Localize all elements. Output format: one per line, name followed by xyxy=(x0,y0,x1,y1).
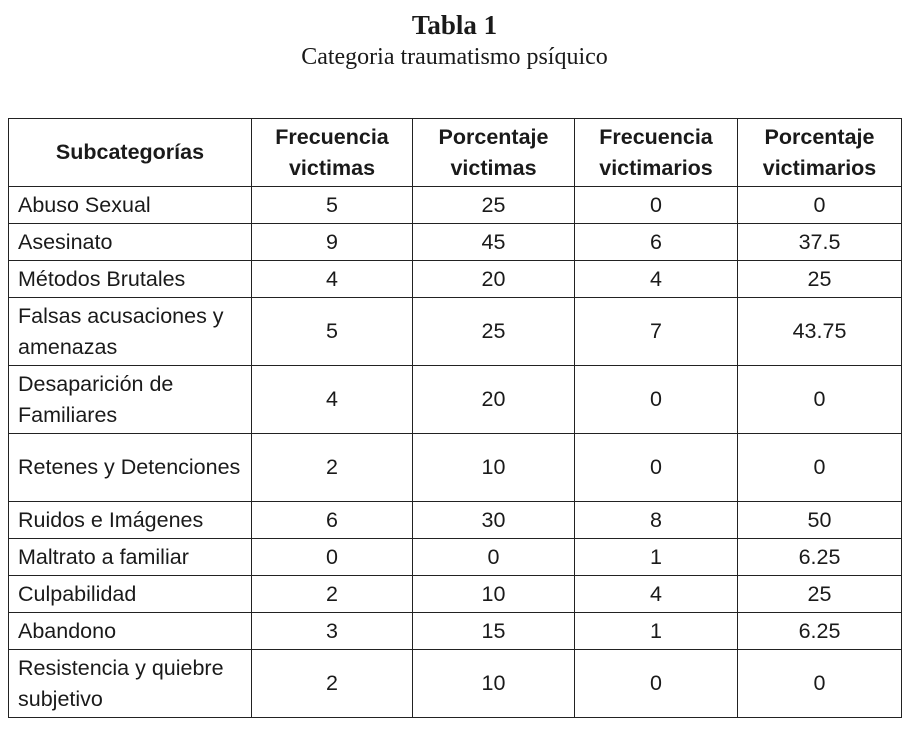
header-frecuencia-victimas: Frecuencia victimas xyxy=(252,119,413,187)
table-row xyxy=(9,502,902,539)
data-table xyxy=(8,118,902,718)
cell-porcentaje-victimas: 45 xyxy=(413,224,575,261)
cell-frecuencia-victimas: 6 xyxy=(252,502,413,539)
cell-frecuencia-victimas: 4 xyxy=(252,366,413,434)
cell-porcentaje-victimarios: 25 xyxy=(738,576,902,613)
cell-frecuencia-victimarios: 0 xyxy=(575,650,738,718)
cell-frecuencia-victimarios: 6 xyxy=(575,224,738,261)
cell-porcentaje-victimarios: 25 xyxy=(738,261,902,298)
cell-subcategory: Abandono xyxy=(9,613,252,650)
cell-porcentaje-victimas: 10 xyxy=(413,650,575,718)
cell-frecuencia-victimarios: 4 xyxy=(575,261,738,298)
cell-porcentaje-victimarios: 0 xyxy=(738,650,902,718)
cell-porcentaje-victimas: 10 xyxy=(413,576,575,613)
cell-frecuencia-victimas: 0 xyxy=(252,539,413,576)
cell-porcentaje-victimas: 15 xyxy=(413,613,575,650)
cell-porcentaje-victimarios: 43.75 xyxy=(738,298,902,366)
cell-porcentaje-victimas: 0 xyxy=(413,539,575,576)
cell-frecuencia-victimas: 5 xyxy=(252,298,413,366)
cell-porcentaje-victimarios: 37.5 xyxy=(738,224,902,261)
table-row xyxy=(9,613,902,650)
cell-subcategory: Maltrato a familiar xyxy=(9,539,252,576)
cell-frecuencia-victimarios: 8 xyxy=(575,502,738,539)
cell-porcentaje-victimarios: 0 xyxy=(738,187,902,224)
cell-porcentaje-victimarios: 6.25 xyxy=(738,613,902,650)
cell-subcategory: Asesinato xyxy=(9,224,252,261)
cell-frecuencia-victimarios: 1 xyxy=(575,539,738,576)
cell-porcentaje-victimarios: 0 xyxy=(738,434,902,502)
table-row xyxy=(9,366,902,434)
cell-frecuencia-victimarios: 4 xyxy=(575,576,738,613)
cell-subcategory: Culpabilidad xyxy=(9,576,252,613)
cell-subcategory: Resistencia y quiebre subjetivo xyxy=(9,650,252,718)
cell-frecuencia-victimarios: 0 xyxy=(575,187,738,224)
cell-subcategory: Métodos Brutales xyxy=(9,261,252,298)
cell-subcategory: Desaparición de Familiares xyxy=(9,366,252,434)
cell-frecuencia-victimas: 2 xyxy=(252,434,413,502)
table-title: Tabla 1 xyxy=(411,10,498,40)
cell-frecuencia-victimarios: 0 xyxy=(575,366,738,434)
header-porcentaje-victimas: Porcentaje victimas xyxy=(413,119,575,187)
cell-subcategory: Retenes y Detenciones xyxy=(9,434,252,502)
cell-porcentaje-victimas: 30 xyxy=(413,502,575,539)
cell-porcentaje-victimas: 10 xyxy=(413,434,575,502)
table-row xyxy=(9,187,902,224)
cell-frecuencia-victimas: 4 xyxy=(252,261,413,298)
table-row xyxy=(9,261,902,298)
table-row xyxy=(9,576,902,613)
cell-porcentaje-victimarios: 6.25 xyxy=(738,539,902,576)
cell-frecuencia-victimarios: 0 xyxy=(575,434,738,502)
cell-porcentaje-victimarios: 50 xyxy=(738,502,902,539)
header-subcategorias: Subcategorías xyxy=(9,119,252,187)
cell-porcentaje-victimarios: 0 xyxy=(738,366,902,434)
header-frecuencia-victimarios: Frecuencia victimarios xyxy=(575,119,738,187)
cell-frecuencia-victimarios: 7 xyxy=(575,298,738,366)
table-row xyxy=(9,539,902,576)
cell-porcentaje-victimas: 25 xyxy=(413,298,575,366)
cell-porcentaje-victimas: 20 xyxy=(413,366,575,434)
cell-subcategory: Ruidos e Imágenes xyxy=(9,502,252,539)
header-row xyxy=(9,119,902,187)
table-subtitle: Categoria traumatismo psíquico xyxy=(301,44,608,70)
cell-frecuencia-victimas: 2 xyxy=(252,650,413,718)
table-row xyxy=(9,298,902,366)
cell-porcentaje-victimas: 25 xyxy=(413,187,575,224)
cell-frecuencia-victimas: 5 xyxy=(252,187,413,224)
cell-frecuencia-victimarios: 1 xyxy=(575,613,738,650)
cell-subcategory: Abuso Sexual xyxy=(9,187,252,224)
table-row xyxy=(9,434,902,502)
cell-frecuencia-victimas: 3 xyxy=(252,613,413,650)
table-row xyxy=(9,224,902,261)
header-porcentaje-victimarios: Porcentaje victimarios xyxy=(738,119,902,187)
cell-porcentaje-victimas: 20 xyxy=(413,261,575,298)
cell-frecuencia-victimas: 2 xyxy=(252,576,413,613)
table-row xyxy=(9,650,902,718)
cell-subcategory: Falsas acusaciones y amenazas xyxy=(9,298,252,366)
cell-frecuencia-victimas: 9 xyxy=(252,224,413,261)
